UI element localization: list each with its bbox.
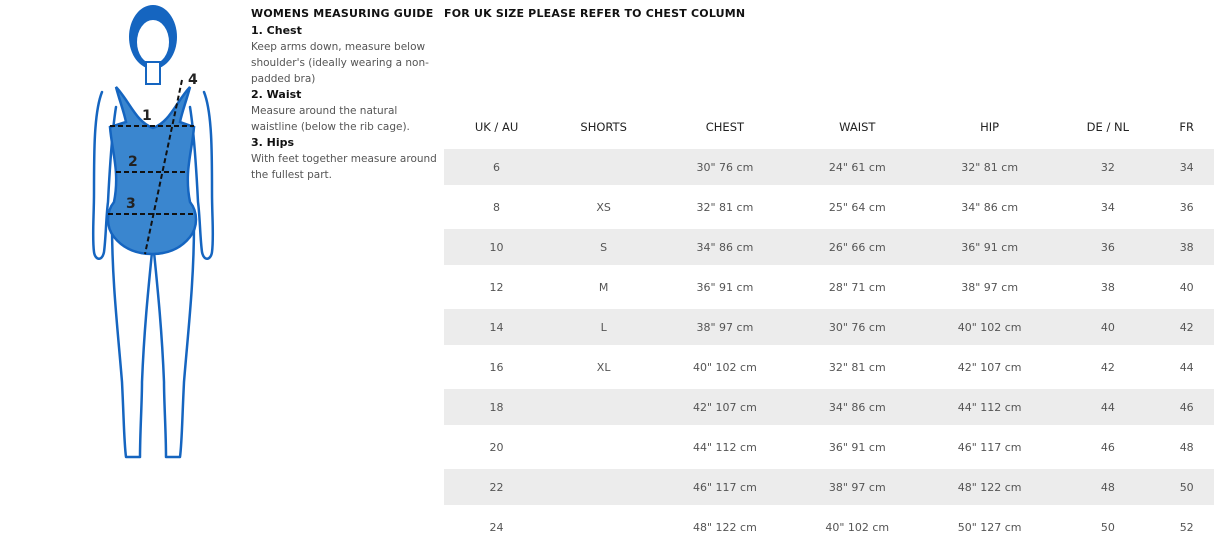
- hips-instructions: With feet together measure around the fullest part.: [251, 153, 437, 181]
- waist-instructions: Measure around the natural waistline (below the rib cage).: [251, 105, 410, 133]
- cell-hip: 34" 86 cm: [923, 189, 1056, 225]
- guide-title: WOMENS MEASURING GUIDE: [251, 7, 434, 20]
- table-row: [444, 309, 1214, 345]
- marker-4: 4: [188, 72, 198, 88]
- header-waist: WAIST: [792, 109, 923, 145]
- table-row: [444, 269, 1214, 305]
- cell-de-nl: 38: [1056, 269, 1159, 305]
- cell-shorts: [549, 509, 658, 545]
- cell-de-nl: 46: [1056, 429, 1159, 465]
- cell-chest: 36" 91 cm: [658, 269, 791, 305]
- cell-de-nl: 36: [1056, 229, 1159, 265]
- cell-uk-au: 12: [444, 269, 549, 305]
- cell-chest: 40" 102 cm: [658, 349, 791, 385]
- cell-fr: 50: [1159, 469, 1214, 505]
- table-row: [444, 349, 1214, 385]
- table-row: [444, 469, 1214, 505]
- table-row: [444, 149, 1214, 185]
- cell-waist: 28" 71 cm: [792, 269, 923, 305]
- cell-hip: 42" 107 cm: [923, 349, 1056, 385]
- cell-hip: 50" 127 cm: [923, 509, 1056, 545]
- table-row: [444, 429, 1214, 465]
- cell-hip: 38" 97 cm: [923, 269, 1056, 305]
- cell-waist: 34" 86 cm: [792, 389, 923, 425]
- table-row: [444, 509, 1214, 545]
- cell-shorts: S: [549, 229, 658, 265]
- cell-chest: 46" 117 cm: [658, 469, 791, 505]
- marker-3: 3: [126, 196, 136, 212]
- size-chart-table: [444, 105, 1214, 549]
- cell-uk-au: 20: [444, 429, 549, 465]
- table-row: [444, 229, 1214, 265]
- cell-waist: 30" 76 cm: [792, 309, 923, 345]
- cell-chest: 42" 107 cm: [658, 389, 791, 425]
- cell-de-nl: 44: [1056, 389, 1159, 425]
- cell-hip: 46" 117 cm: [923, 429, 1056, 465]
- cell-chest: 30" 76 cm: [658, 149, 791, 185]
- chest-instructions: Keep arms down, measure below shoulder's (ideally wearing a non-padded bra): [251, 41, 429, 85]
- cell-waist: 32" 81 cm: [792, 349, 923, 385]
- cell-shorts: [549, 389, 658, 425]
- table-row: [444, 189, 1214, 225]
- cell-chest: 32" 81 cm: [658, 189, 791, 225]
- uk-size-note: FOR UK SIZE PLEASE REFER TO CHEST COLUMN: [444, 7, 746, 20]
- body-measurement-figure: [80, 2, 230, 464]
- cell-chest: 44" 112 cm: [658, 429, 791, 465]
- measuring-guide: [251, 7, 441, 183]
- cell-hip: 48" 122 cm: [923, 469, 1056, 505]
- cell-hip: 40" 102 cm: [923, 309, 1056, 345]
- cell-fr: 34: [1159, 149, 1214, 185]
- cell-fr: 36: [1159, 189, 1214, 225]
- cell-uk-au: 14: [444, 309, 549, 345]
- waist-heading: 2. Waist: [251, 88, 302, 101]
- cell-de-nl: 40: [1056, 309, 1159, 345]
- table-header-row: [444, 109, 1214, 145]
- cell-fr: 52: [1159, 509, 1214, 545]
- cell-de-nl: 42: [1056, 349, 1159, 385]
- cell-waist: 38" 97 cm: [792, 469, 923, 505]
- cell-de-nl: 32: [1056, 149, 1159, 185]
- cell-shorts: L: [549, 309, 658, 345]
- marker-2: 2: [128, 154, 138, 170]
- cell-waist: 24" 61 cm: [792, 149, 923, 185]
- cell-hip: 36" 91 cm: [923, 229, 1056, 265]
- cell-de-nl: 48: [1056, 469, 1159, 505]
- header-de-nl: DE / NL: [1056, 109, 1159, 145]
- header-uk-au: UK / AU: [444, 109, 549, 145]
- header-fr: FR: [1159, 109, 1214, 145]
- cell-uk-au: 10: [444, 229, 549, 265]
- cell-waist: 40" 102 cm: [792, 509, 923, 545]
- cell-chest: 38" 97 cm: [658, 309, 791, 345]
- cell-fr: 44: [1159, 349, 1214, 385]
- cell-waist: 36" 91 cm: [792, 429, 923, 465]
- cell-shorts: XL: [549, 349, 658, 385]
- header-shorts: SHORTS: [549, 109, 658, 145]
- cell-shorts: M: [549, 269, 658, 305]
- cell-de-nl: 34: [1056, 189, 1159, 225]
- swimsuit-shape: [108, 87, 196, 254]
- cell-fr: 38: [1159, 229, 1214, 265]
- hips-heading: 3. Hips: [251, 136, 295, 149]
- cell-de-nl: 50: [1056, 509, 1159, 545]
- cell-fr: 48: [1159, 429, 1214, 465]
- cell-uk-au: 8: [444, 189, 549, 225]
- cell-chest: 34" 86 cm: [658, 229, 791, 265]
- header-hip: HIP: [923, 109, 1056, 145]
- header-chest: CHEST: [658, 109, 791, 145]
- body-outline-illustration: [80, 2, 230, 464]
- marker-1: 1: [142, 108, 152, 124]
- cell-shorts: [549, 429, 658, 465]
- cell-uk-au: 6: [444, 149, 549, 185]
- cell-waist: 25" 64 cm: [792, 189, 923, 225]
- cell-fr: 46: [1159, 389, 1214, 425]
- chest-heading: 1. Chest: [251, 24, 302, 37]
- cell-hip: 44" 112 cm: [923, 389, 1056, 425]
- cell-uk-au: 24: [444, 509, 549, 545]
- cell-uk-au: 22: [444, 469, 549, 505]
- cell-fr: 42: [1159, 309, 1214, 345]
- cell-uk-au: 16: [444, 349, 549, 385]
- cell-shorts: XS: [549, 189, 658, 225]
- cell-shorts: [549, 469, 658, 505]
- cell-uk-au: 18: [444, 389, 549, 425]
- cell-hip: 32" 81 cm: [923, 149, 1056, 185]
- table-row: [444, 389, 1214, 425]
- cell-waist: 26" 66 cm: [792, 229, 923, 265]
- cell-chest: 48" 122 cm: [658, 509, 791, 545]
- cell-shorts: [549, 149, 658, 185]
- cell-fr: 40: [1159, 269, 1214, 305]
